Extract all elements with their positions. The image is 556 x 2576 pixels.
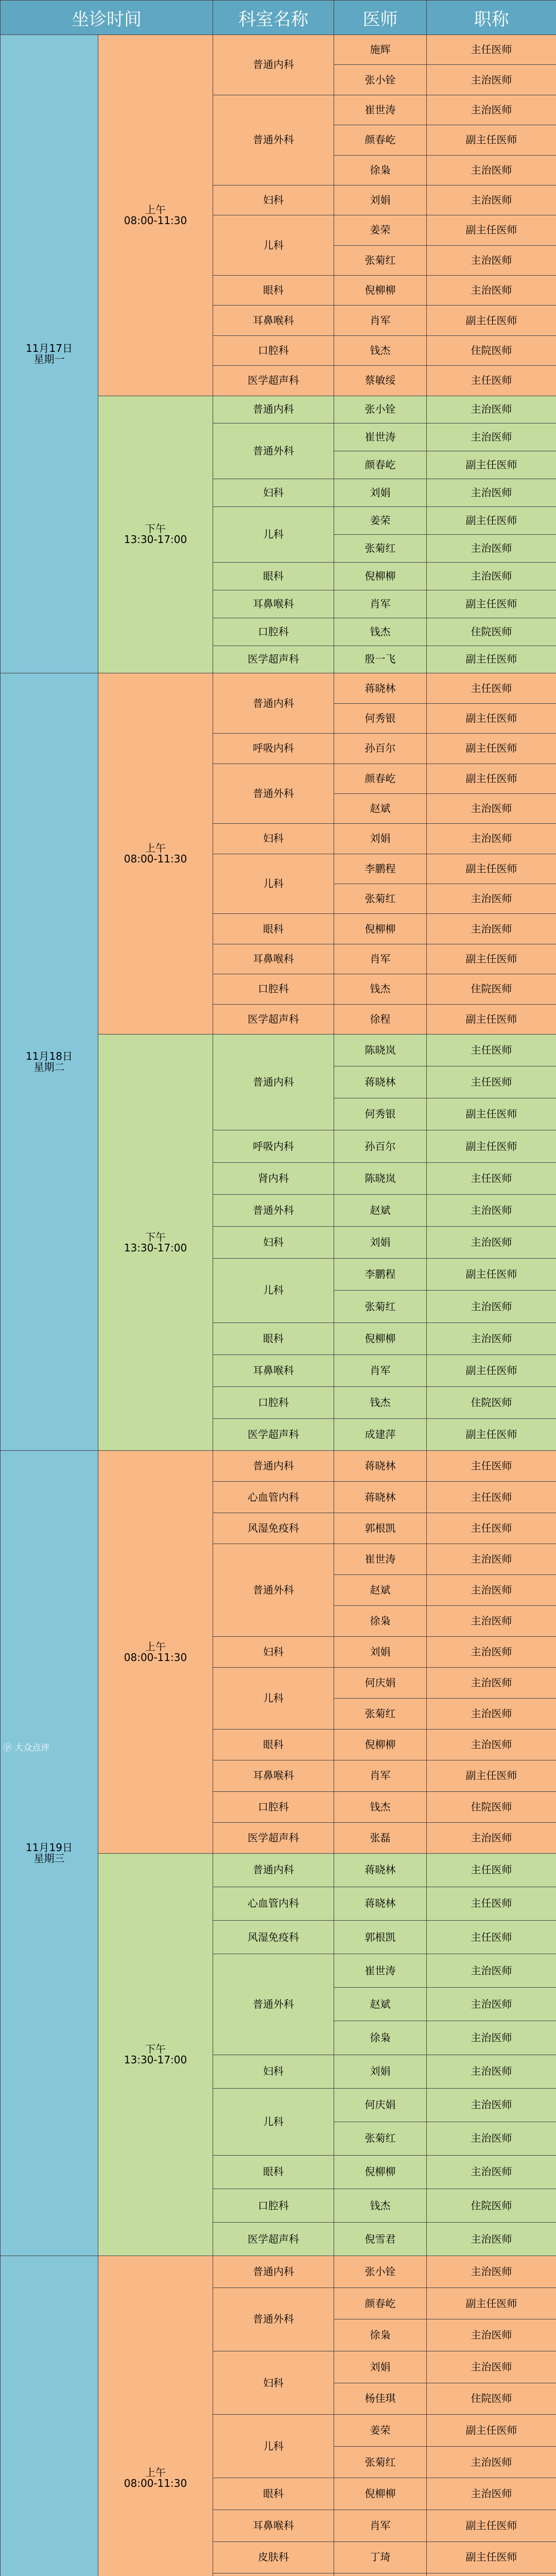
doctor-name-cell: 肖军 <box>334 590 427 618</box>
day-weekday: 星期一 <box>1 354 98 365</box>
department-cell: 呼吸内科 <box>213 734 334 764</box>
doctor-name-cell: 张菊红 <box>334 2446 427 2478</box>
doctor-title-cell: 副主任医师 <box>427 1098 556 1130</box>
department-cell: 妇科 <box>213 1637 334 1668</box>
doctor-name-cell: 徐枭 <box>334 2021 427 2055</box>
doctor-name-cell: 刘娟 <box>334 185 427 215</box>
department-cell: 普通内科 <box>213 1451 334 1482</box>
doctor-title-cell: 主治医师 <box>427 1227 556 1259</box>
day-cell <box>1 2256 98 2576</box>
doctor-title-cell: 主任医师 <box>427 1162 556 1194</box>
doctor-title-cell: 主治医师 <box>427 2351 556 2383</box>
doctor-name-cell: 张菊红 <box>334 534 427 562</box>
department-cell: 眼科 <box>213 1323 334 1354</box>
doctor-name-cell: 何秀银 <box>334 1098 427 1130</box>
header-title: 职称 <box>427 1 556 35</box>
doctor-title-cell: 主治医师 <box>427 1194 556 1226</box>
doctor-name-cell: 颜春屹 <box>334 125 427 155</box>
department-cell: 普通内科 <box>213 1853 334 1887</box>
doctor-title-cell: 主治医师 <box>427 423 556 451</box>
doctor-title-cell: 副主任医师 <box>427 2415 556 2447</box>
doctor-name-cell: 赵斌 <box>334 1194 427 1226</box>
doctor-title-cell: 住院医师 <box>427 618 556 646</box>
doctor-name-cell: 丁琦 <box>334 2541 427 2573</box>
doctor-name-cell: 颜春屹 <box>334 764 427 793</box>
doctor-name-cell: 蒋晓林 <box>334 1066 427 1098</box>
doctor-name-cell: 颜春屹 <box>334 2287 427 2319</box>
department-cell: 耳鼻喉科 <box>213 1354 334 1386</box>
doctor-title-cell: 住院医师 <box>427 1791 556 1822</box>
department-cell: 眼科 <box>213 276 334 306</box>
doctor-title-cell: 副主任医师 <box>427 125 556 155</box>
doctor-title-cell: 住院医师 <box>427 335 556 365</box>
doctor-title-cell: 副主任医师 <box>427 944 556 974</box>
doctor-title-cell: 主治医师 <box>427 396 556 423</box>
day-weekday: 星期三 <box>1 1853 98 1864</box>
doctor-title-cell: 主治医师 <box>427 155 556 185</box>
doctor-title-cell: 住院医师 <box>427 974 556 1004</box>
doctor-title-cell: 主治医师 <box>427 1699 556 1730</box>
department-cell: 妇科 <box>213 479 334 507</box>
doctor-name-cell: 肖军 <box>334 1354 427 1386</box>
department-cell: 口腔科 <box>213 974 334 1004</box>
session-time: 08:00-11:30 <box>98 1652 213 1663</box>
doctor-name-cell: 赵斌 <box>334 1574 427 1605</box>
department-cell: 眼科 <box>213 914 334 944</box>
department-cell: 普通外科 <box>213 1544 334 1636</box>
doctor-title-cell: 副主任医师 <box>427 1354 556 1386</box>
doctor-title-cell: 主治医师 <box>427 2478 556 2510</box>
doctor-title-cell <box>427 2573 556 2576</box>
session-period: 下午 <box>98 523 213 534</box>
department-cell: 眼科 <box>213 1730 334 1760</box>
doctor-name-cell: 肖军 <box>334 2510 427 2542</box>
department-cell: 医学超声科 <box>213 1004 334 1034</box>
doctor-name-cell: 张小铨 <box>334 396 427 423</box>
doctor-title-cell: 副主任医师 <box>427 1259 556 1291</box>
doctor-name-cell: 陈晓岚 <box>334 1162 427 1194</box>
session-time: 08:00-11:30 <box>98 2478 213 2489</box>
doctor-title-cell: 主治医师 <box>427 2155 556 2189</box>
session-cell <box>98 1853 213 2256</box>
department-cell: 风湿免疫科 <box>213 1513 334 1544</box>
doctor-title-cell: 副主任医师 <box>427 590 556 618</box>
doctor-name-cell: 钱杰 <box>334 335 427 365</box>
doctor-name-cell: 郭根凯 <box>334 1921 427 1954</box>
doctor-name-cell: 蒋晓林 <box>334 1451 427 1482</box>
doctor-title-cell: 主治医师 <box>427 534 556 562</box>
doctor-name-cell: 刘娟 <box>334 1227 427 1259</box>
doctor-name-cell: 刘娟 <box>334 2055 427 2088</box>
doctor-title-cell: 主治医师 <box>427 185 556 215</box>
doctor-title-cell: 副主任医师 <box>427 646 556 673</box>
doctor-name-cell: 赵斌 <box>334 793 427 823</box>
header-time: 坐诊时间 <box>1 1 213 35</box>
department-cell: 口腔科 <box>213 618 334 646</box>
table-row <box>1 1451 556 1482</box>
doctor-name-cell: 殷一飞 <box>334 646 427 673</box>
doctor-title-cell: 主治医师 <box>427 65 556 95</box>
doctor-name-cell: 刘娟 <box>334 1637 427 1668</box>
doctor-title-cell: 主治医师 <box>427 824 556 854</box>
doctor-name-cell: 徐枭 <box>334 155 427 185</box>
doctor-name-cell: 蒋晓林 <box>334 1482 427 1513</box>
doctor-title-cell: 副主任医师 <box>427 2287 556 2319</box>
doctor-title-cell: 主任医师 <box>427 35 556 65</box>
doctor-title-cell: 副主任医师 <box>427 1004 556 1034</box>
watermark-logo: ⓟ 大众点评 <box>3 1740 49 1753</box>
department-cell: 普通内科 <box>213 1034 334 1130</box>
doctor-title-cell: 副主任医师 <box>427 703 556 733</box>
department-cell: 心血管内科 <box>213 1887 334 1920</box>
doctor-title-cell: 副主任医师 <box>427 215 556 245</box>
department-cell: 普通外科 <box>213 1194 334 1226</box>
doctor-name-cell: 张菊红 <box>334 245 427 275</box>
doctor-name-cell: 李鹏程 <box>334 854 427 884</box>
table-row <box>1 35 556 65</box>
doctor-title-cell: 主治医师 <box>427 793 556 823</box>
department-cell: 耳鼻喉科 <box>213 944 334 974</box>
doctor-title-cell: 主治医师 <box>427 2055 556 2088</box>
doctor-name-cell: 施辉 <box>334 35 427 65</box>
day-cell <box>1 1451 98 2256</box>
department-cell: 眼科 <box>213 2478 334 2510</box>
doctor-name-cell: 钱杰 <box>334 974 427 1004</box>
session-period: 上午 <box>98 843 213 854</box>
doctor-name-cell: 崔世涛 <box>334 1954 427 1988</box>
doctor-name-cell: 刘娟 <box>334 2351 427 2383</box>
doctor-name-cell: 钱杰 <box>334 2189 427 2223</box>
department-cell: 耳鼻喉科 <box>213 306 334 335</box>
day-date: 11月17日 <box>1 343 98 354</box>
doctor-title-cell: 主治医师 <box>427 884 556 914</box>
doctor-name-cell <box>334 2573 427 2576</box>
doctor-name-cell: 倪柳柳 <box>334 1730 427 1760</box>
session-period: 下午 <box>98 1232 213 1243</box>
session-cell <box>98 396 213 673</box>
doctor-title-cell: 主治医师 <box>427 1637 556 1668</box>
doctor-name-cell: 孙百尔 <box>334 734 427 764</box>
doctor-title-cell: 主治医师 <box>427 1574 556 1605</box>
doctor-name-cell: 赵斌 <box>334 1988 427 2021</box>
department-cell: 普通内科 <box>213 673 334 734</box>
department-cell: 耳鼻喉科 <box>213 2510 334 2542</box>
doctor-title-cell: 主治医师 <box>427 2088 556 2122</box>
doctor-name-cell: 蒋晓林 <box>334 673 427 703</box>
doctor-title-cell: 主治医师 <box>427 1605 556 1636</box>
department-cell: 妇科 <box>213 1227 334 1259</box>
doctor-name-cell: 张菊红 <box>334 1699 427 1730</box>
department-cell: 医学超声科 <box>213 366 334 396</box>
department-cell: 妇科 <box>213 2351 334 2415</box>
session-time: 13:30-17:00 <box>98 534 213 545</box>
header-department: 科室名称 <box>213 1 334 35</box>
doctor-title-cell: 主任医师 <box>427 1482 556 1513</box>
doctor-title-cell: 主治医师 <box>427 1988 556 2021</box>
doctor-title-cell: 主治医师 <box>427 914 556 944</box>
department-cell: 心血管内科 <box>213 1482 334 1513</box>
doctor-title-cell: 主治医师 <box>427 2446 556 2478</box>
department-cell: 儿科 <box>213 215 334 276</box>
department-cell: 妇科 <box>213 185 334 215</box>
doctor-name-cell: 肖军 <box>334 1760 427 1791</box>
doctor-name-cell: 钱杰 <box>334 1791 427 1822</box>
doctor-name-cell: 崔世涛 <box>334 423 427 451</box>
doctor-title-cell: 住院医师 <box>427 1386 556 1418</box>
department-cell: 普通内科 <box>213 396 334 423</box>
doctor-name-cell: 肖军 <box>334 944 427 974</box>
doctor-name-cell: 姜荣 <box>334 215 427 245</box>
header-doctor: 医师 <box>334 1 427 35</box>
doctor-name-cell: 李鹏程 <box>334 1259 427 1291</box>
department-cell: 口腔科 <box>213 1386 334 1418</box>
doctor-name-cell: 倪柳柳 <box>334 562 427 590</box>
department-cell: 耳鼻喉科 <box>213 590 334 618</box>
doctor-title-cell: 主治医师 <box>427 562 556 590</box>
department-cell: 普通外科 <box>213 95 334 185</box>
department-cell: 口腔科 <box>213 335 334 365</box>
session-time: 08:00-11:30 <box>98 215 213 226</box>
doctor-name-cell: 倪柳柳 <box>334 1323 427 1354</box>
day-date: 11月18日 <box>1 1051 98 1062</box>
doctor-name-cell: 张小铨 <box>334 2256 427 2288</box>
doctor-title-cell: 主治医师 <box>427 1822 556 1853</box>
session-cell <box>98 673 213 1035</box>
doctor-title-cell: 副主任医师 <box>427 734 556 764</box>
department-cell: 普通内科 <box>213 35 334 95</box>
session-cell <box>98 2256 213 2576</box>
department-cell: 儿科 <box>213 854 334 914</box>
day-cell <box>1 35 98 673</box>
table-body <box>1 35 556 2576</box>
doctor-title-cell: 主治医师 <box>427 1291 556 1323</box>
doctor-name-cell: 蒋晓林 <box>334 1887 427 1920</box>
doctor-title-cell: 主治医师 <box>427 2021 556 2055</box>
doctor-title-cell: 主治医师 <box>427 2223 556 2256</box>
doctor-name-cell: 徐枭 <box>334 2319 427 2351</box>
table-header <box>1 1 556 35</box>
day-date: 11月19日 <box>1 1842 98 1853</box>
department-cell: 肾内科 <box>213 1162 334 1194</box>
department-cell: 呼吸内科 <box>213 1130 334 1162</box>
doctor-name-cell: 张小铨 <box>334 65 427 95</box>
session-cell <box>98 35 213 396</box>
department-cell: 儿科 <box>213 507 334 563</box>
doctor-title-cell: 主治医师 <box>427 2319 556 2351</box>
doctor-name-cell: 何庆娟 <box>334 2088 427 2122</box>
doctor-title-cell: 主治医师 <box>427 1323 556 1354</box>
doctor-title-cell: 主任医师 <box>427 366 556 396</box>
session-period: 上午 <box>98 2467 213 2478</box>
doctor-title-cell: 副主任医师 <box>427 1130 556 1162</box>
doctor-name-cell: 成建萍 <box>334 1419 427 1451</box>
department-cell: 耳鼻喉科 <box>213 1760 334 1791</box>
doctor-title-cell: 主治医师 <box>427 1668 556 1699</box>
doctor-name-cell: 姜荣 <box>334 507 427 535</box>
department-cell: 儿科 <box>213 2088 334 2155</box>
doctor-name-cell: 蒋晓林 <box>334 1853 427 1887</box>
doctor-title-cell: 副主任医师 <box>427 2541 556 2573</box>
doctor-title-cell: 主任医师 <box>427 1513 556 1544</box>
doctor-name-cell: 倪柳柳 <box>334 2478 427 2510</box>
department-cell: 眼科 <box>213 562 334 590</box>
department-cell: 妇科 <box>213 824 334 854</box>
department-cell: 医学超声科 <box>213 1822 334 1853</box>
department-cell: 口腔科 <box>213 2189 334 2223</box>
doctor-title-cell: 副主任医师 <box>427 451 556 479</box>
department-cell: 医学超声科 <box>213 1419 334 1451</box>
department-cell: 儿科 <box>213 1668 334 1730</box>
department-cell: 普通内科 <box>213 2256 334 2288</box>
doctor-name-cell: 蔡敏绥 <box>334 366 427 396</box>
doctor-title-cell: 主任医师 <box>427 673 556 703</box>
doctor-title-cell: 副主任医师 <box>427 854 556 884</box>
doctor-title-cell: 副主任医师 <box>427 1760 556 1791</box>
doctor-name-cell: 张菊红 <box>334 2122 427 2155</box>
doctor-name-cell: 刘娟 <box>334 824 427 854</box>
doctor-name-cell: 倪柳柳 <box>334 276 427 306</box>
department-cell: 医学超声科 <box>213 646 334 673</box>
doctor-title-cell: 主治医师 <box>427 245 556 275</box>
doctor-title-cell: 住院医师 <box>427 2383 556 2415</box>
session-period: 上午 <box>98 1641 213 1652</box>
session-period: 下午 <box>98 2044 213 2055</box>
session-cell <box>98 1034 213 1450</box>
doctor-name-cell: 杨佳琪 <box>334 2383 427 2415</box>
doctor-name-cell: 钱杰 <box>334 1386 427 1418</box>
doctor-title-cell: 主任医师 <box>427 1451 556 1482</box>
department-cell: 风湿免疫科 <box>213 1921 334 1954</box>
doctor-name-cell: 张菊红 <box>334 1291 427 1323</box>
doctor-name-cell: 钱杰 <box>334 618 427 646</box>
doctor-name-cell: 郭根凯 <box>334 1513 427 1544</box>
department-cell: 医学超声科 <box>213 2223 334 2256</box>
doctor-title-cell: 副主任医师 <box>427 1419 556 1451</box>
doctor-name-cell: 何秀银 <box>334 703 427 733</box>
department-cell: 妇科 <box>213 2055 334 2088</box>
doctor-title-cell: 住院医师 <box>427 2189 556 2223</box>
doctor-name-cell: 张磊 <box>334 1822 427 1853</box>
doctor-name-cell: 倪雪君 <box>334 2223 427 2256</box>
doctor-name-cell: 肖军 <box>334 306 427 335</box>
doctor-title-cell: 主治医师 <box>427 1730 556 1760</box>
doctor-name-cell: 倪柳柳 <box>334 914 427 944</box>
doctor-title-cell: 主任医师 <box>427 1034 556 1066</box>
doctor-name-cell: 崔世涛 <box>334 1544 427 1574</box>
department-cell: 皮肤科 <box>213 2541 334 2573</box>
doctor-name-cell: 倪柳柳 <box>334 2155 427 2189</box>
doctor-title-cell: 主治医师 <box>427 1544 556 1574</box>
doctor-name-cell: 何庆娟 <box>334 1668 427 1699</box>
doctor-name-cell: 颜春屹 <box>334 451 427 479</box>
department-cell: 普通外科 <box>213 764 334 824</box>
doctor-name-cell: 张菊红 <box>334 884 427 914</box>
department-cell: 儿科 <box>213 2415 334 2478</box>
session-period: 上午 <box>98 205 213 215</box>
doctor-title-cell: 副主任医师 <box>427 306 556 335</box>
doctor-title-cell: 主任医师 <box>427 1921 556 1954</box>
department-cell: 口腔科 <box>213 1791 334 1822</box>
doctor-title-cell: 主治医师 <box>427 1954 556 1988</box>
session-time: 08:00-11:30 <box>98 854 213 865</box>
doctor-name-cell: 孙百尔 <box>334 1130 427 1162</box>
session-time: 13:30-17:00 <box>98 1243 213 1253</box>
department-cell: 普通外科 <box>213 1954 334 2055</box>
department-cell <box>213 2573 334 2576</box>
department-cell: 普通外科 <box>213 423 334 479</box>
department-cell: 普通外科 <box>213 2287 334 2351</box>
doctor-title-cell: 主治医师 <box>427 479 556 507</box>
table-row <box>1 2256 556 2288</box>
doctor-title-cell: 主治医师 <box>427 95 556 125</box>
doctor-name-cell: 徐枭 <box>334 1605 427 1636</box>
doctor-title-cell: 主治医师 <box>427 276 556 306</box>
day-weekday: 星期二 <box>1 1062 98 1073</box>
doctor-title-cell: 副主任医师 <box>427 507 556 535</box>
doctor-title-cell: 副主任医师 <box>427 764 556 793</box>
table-row <box>1 673 556 703</box>
session-cell <box>98 1451 213 1853</box>
doctor-title-cell: 副主任医师 <box>427 2510 556 2542</box>
doctor-title-cell: 主治医师 <box>427 2122 556 2155</box>
doctor-title-cell: 主治医师 <box>427 2256 556 2288</box>
doctor-title-cell: 主任医师 <box>427 1887 556 1920</box>
day-cell <box>1 673 98 1451</box>
department-cell: 儿科 <box>213 1259 334 1323</box>
doctor-name-cell: 崔世涛 <box>334 95 427 125</box>
department-cell: 眼科 <box>213 2155 334 2189</box>
doctor-name-cell: 陈晓岚 <box>334 1034 427 1066</box>
doctor-title-cell: 主任医师 <box>427 1853 556 1887</box>
doctor-name-cell: 徐程 <box>334 1004 427 1034</box>
doctor-title-cell: 主任医师 <box>427 1066 556 1098</box>
doctor-name-cell: 姜荣 <box>334 2415 427 2447</box>
doctor-name-cell: 刘娟 <box>334 479 427 507</box>
session-time: 13:30-17:00 <box>98 2055 213 2065</box>
